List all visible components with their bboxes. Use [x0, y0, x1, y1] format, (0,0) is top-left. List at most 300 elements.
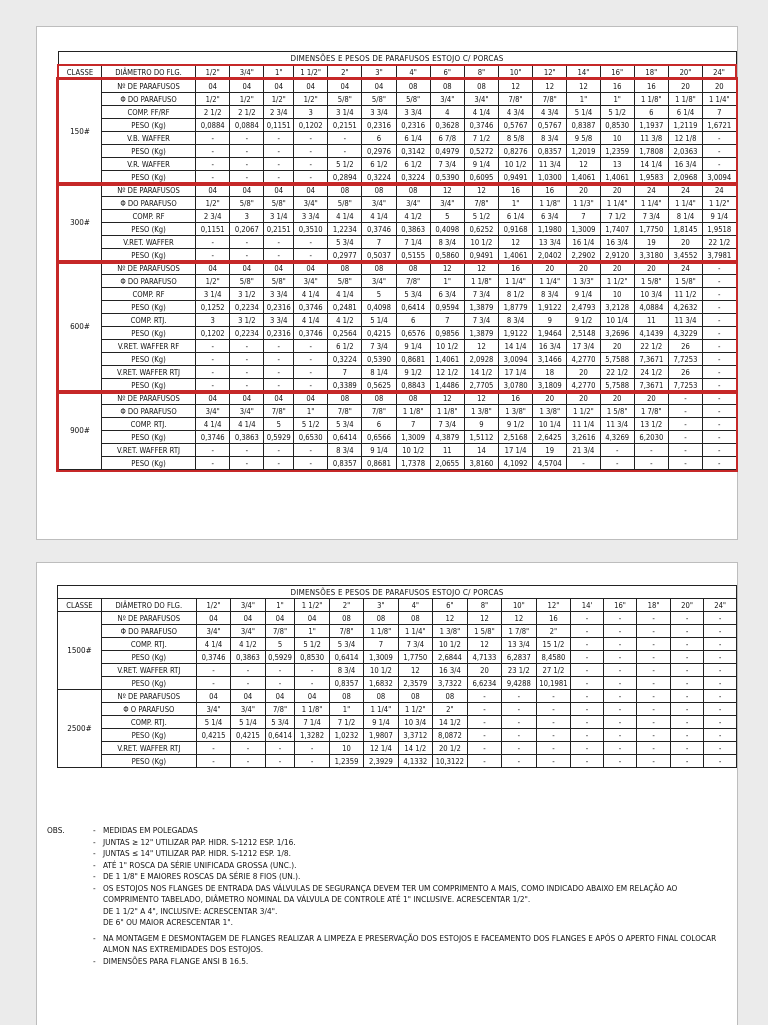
table-row [58, 716, 737, 729]
table-cell: 04 [294, 79, 328, 93]
header-size: 4" [396, 65, 430, 79]
table-cell: 7 1/4 [396, 236, 430, 249]
table-cell: 4 1/4 [362, 210, 396, 223]
table-cell: - [637, 755, 671, 768]
table-cell: 2,3929 [364, 755, 398, 768]
table-cell: - [536, 716, 571, 729]
obs-list [47, 825, 727, 967]
table-cell: 04 [295, 612, 329, 625]
table-cell: 08 [362, 184, 396, 197]
table-row [58, 262, 736, 275]
table-cell: - [703, 392, 736, 405]
table-cell: - [637, 612, 671, 625]
table-cell: 5,7588 [600, 353, 634, 366]
table-cell: 20 [668, 79, 702, 93]
table-cell: - [703, 340, 736, 353]
table-cell: 04 [230, 184, 264, 197]
table-cell: 9 1/4 [364, 716, 398, 729]
table-cell: 3,7981 [703, 249, 736, 262]
table-cell: - [294, 340, 328, 353]
table-cell: 22 1/2 [703, 236, 736, 249]
table-row [58, 379, 736, 392]
table-cell: - [536, 729, 571, 742]
table-cell: - [196, 755, 230, 768]
table-cell: 4,3879 [430, 431, 464, 444]
table-row [58, 314, 736, 327]
table-cell: 2,4793 [567, 301, 600, 314]
table-cell: 5 1/4 [567, 106, 600, 119]
table-cell: - [571, 664, 604, 677]
table-cell: - [603, 612, 637, 625]
table-cell: 4,3229 [668, 327, 702, 340]
row-label: COMP. RF [101, 210, 195, 223]
table-cell: 04 [196, 690, 230, 703]
table-cell: 12 [567, 79, 600, 93]
table-cell: 3 1/4 [328, 106, 362, 119]
table-cell: 1,8145 [668, 223, 702, 236]
table-cell: 1,7378 [396, 457, 430, 470]
table-cell: 16 1/4 [567, 236, 600, 249]
table-cell: 5/8" [230, 197, 264, 210]
table-cell: 08 [464, 79, 498, 93]
table-cell: 11 [634, 314, 668, 327]
table-cell: 10 1/2 [364, 664, 398, 677]
table-cell: 1 3/3" [567, 275, 600, 288]
table-cell: 0,5929 [264, 431, 294, 444]
table-cell: 16 [499, 184, 533, 197]
table-cell: 2 1/2 [230, 106, 264, 119]
table-cell: 10,3122 [433, 755, 468, 768]
table-cell: 14 1/2 [398, 742, 432, 755]
table-cell: 0,5272 [464, 145, 498, 158]
table-cell: 0,1202 [196, 327, 230, 340]
table-cell: 3/4" [464, 93, 498, 106]
table-cell: 0,8357 [533, 145, 567, 158]
table-row [58, 145, 736, 158]
table-cell: - [196, 340, 230, 353]
table-cell: - [571, 638, 604, 651]
header-size: 14" [567, 65, 600, 79]
header-size: 24" [703, 65, 736, 79]
header-flange-diameter: DIÂMETRO DO FLG. [101, 65, 195, 79]
table-cell: 12 [467, 638, 501, 651]
table-cell: - [670, 742, 704, 755]
table-cell: 0,3863 [396, 223, 430, 236]
table-cell: 3,2616 [567, 431, 600, 444]
table-cell: 3/4" [231, 625, 265, 638]
table-cell: 20 [533, 392, 567, 405]
table-row [58, 690, 737, 703]
table-cell: 10 [600, 132, 634, 145]
table-cell: - [668, 444, 702, 457]
table-cell: 0,1151 [264, 119, 294, 132]
table-cell: 08 [328, 262, 362, 275]
table-cell: 0,1252 [196, 301, 230, 314]
table-cell: 0,5767 [499, 119, 533, 132]
table-cell: - [704, 612, 737, 625]
table-cell: 0,3746 [294, 327, 328, 340]
table-cell: 4,3269 [600, 431, 634, 444]
table-cell: 8 3/4 [329, 664, 363, 677]
table-cell: 5/8" [264, 197, 294, 210]
table-cell: 08 [396, 392, 430, 405]
table-cell: 2,0655 [430, 457, 464, 470]
table-cell: - [231, 677, 265, 690]
table-cell: 9 1/2 [567, 314, 600, 327]
table-cell: 0,1202 [294, 119, 328, 132]
table-cell: 14 [464, 444, 498, 457]
table-cell: 21 3/4 [567, 444, 600, 457]
table-cell: - [703, 379, 736, 392]
table-cell: - [264, 444, 294, 457]
table-cell: 12 [533, 79, 567, 93]
row-label: V.RET. WAFFER RTJ [101, 742, 196, 755]
header-size: 10" [502, 599, 536, 612]
class-label: 900# [58, 392, 101, 470]
header-size: 1" [265, 599, 295, 612]
table-cell: 20 [600, 184, 634, 197]
table-cell: - [668, 418, 702, 431]
table-cell: 4 1/4 [464, 106, 498, 119]
table-cell: 1 1/2" [703, 197, 736, 210]
row-label: PESO (Kg) [101, 379, 195, 392]
table-cell: - [703, 301, 736, 314]
table-cell: 3/4" [430, 93, 464, 106]
table-cell: - [264, 132, 294, 145]
table-cell: 0,9594 [430, 301, 464, 314]
table-cell: - [670, 703, 704, 716]
table-cell: 11 3/4 [668, 314, 702, 327]
table-cell: 4,2770 [567, 379, 600, 392]
table-cell: 22 1/2 [600, 366, 634, 379]
table-cell: - [600, 444, 634, 457]
table-cell: 7 [430, 314, 464, 327]
table-cell: - [196, 366, 230, 379]
table-cell: 2,3579 [398, 677, 432, 690]
table-cell: - [230, 366, 264, 379]
table-cell: - [637, 677, 671, 690]
table-cell: - [294, 366, 328, 379]
table-cell: 5/8" [396, 93, 430, 106]
table-row [58, 677, 737, 690]
table-cell: 1" [567, 93, 600, 106]
table-title-row [58, 586, 737, 599]
table-cell: 1 1/2" [398, 703, 432, 716]
table-cell: 24 [703, 184, 736, 197]
row-label: Φ DO PARAFUSO [101, 275, 195, 288]
table-cell: 4,1439 [634, 327, 668, 340]
table-cell: 2,0928 [464, 353, 498, 366]
table-cell: 3 3/4 [264, 288, 294, 301]
class-label: 300# [58, 184, 101, 262]
table-cell: 1,7750 [398, 651, 432, 664]
table-cell: 12 1/4 [364, 742, 398, 755]
table-cell: 0,3224 [396, 171, 430, 184]
table-cell: 1,0300 [533, 171, 567, 184]
table-cell: 3 3/4 [294, 210, 328, 223]
table-cell: 2,6844 [433, 651, 468, 664]
table-cell: 7 3/4 [430, 418, 464, 431]
table-cell: 0,5860 [430, 249, 464, 262]
obs-item: - OS ESTOJOS NOS FLANGES DE ENTRADA DAS VÁLVULAS DE SEGURANÇA DEVEM TER UM COMPRIMENTO A MAIS, COMO INDICADO ABAIXO EM RELAÇÃO AO COMPRIMENTO TABELADO, DIÂMETRO NOMINAL DA VÁLVULA DE CONTROLE ATÉ 1" INCLUSIVE. ACRESCENTAR 1/2". [93, 883, 727, 906]
table-cell: 8 1/4 [362, 366, 396, 379]
table-cell: 6 7/8 [430, 132, 464, 145]
row-label: PESO (Kg) [101, 457, 195, 470]
table-cell: 04 [231, 690, 265, 703]
obs-item: - JUNTAS ≥ 12" UTILIZAR PAP. HIDR. S-1212 ESP. 1/16. [93, 837, 727, 849]
table-cell: 0,8530 [600, 119, 634, 132]
table-cell: - [230, 444, 264, 457]
table-cell: 2" [536, 625, 571, 638]
table-cell: - [603, 703, 637, 716]
table-cell: - [637, 690, 671, 703]
table-cell: 0,3746 [196, 431, 230, 444]
table-cell: - [704, 729, 737, 742]
table-cell: 3,0094 [499, 353, 533, 366]
table-cell: - [294, 171, 328, 184]
table-cell: 08 [362, 392, 396, 405]
table-cell: 08 [328, 392, 362, 405]
table-cell: 10 3/4 [398, 716, 432, 729]
table-cell: - [294, 444, 328, 457]
table-row [58, 158, 736, 171]
table-cell: 3,4552 [668, 249, 702, 262]
table-cell: 6 [362, 418, 396, 431]
table-cell: - [295, 742, 329, 755]
table-cell: 1,2359 [329, 755, 363, 768]
table-cell: 16 [499, 262, 533, 275]
table-cell: - [536, 742, 571, 755]
table-cell: 0,3863 [230, 431, 264, 444]
table-cell: 4 [430, 106, 464, 119]
table-cell: 1 1/8" [533, 197, 567, 210]
table-cell: 1 5/8" [467, 625, 501, 638]
table-cell: - [571, 612, 604, 625]
observations-block [47, 825, 727, 967]
table-cell: 1,7750 [634, 223, 668, 236]
table-cell: 0,9491 [499, 171, 533, 184]
table-cell: 2 3/4 [196, 210, 230, 223]
table-cell: 0,6414 [265, 729, 295, 742]
table-cell: - [571, 677, 604, 690]
table-cell: 2,5168 [499, 431, 533, 444]
row-label: COMP. RTJ. [101, 418, 195, 431]
table-cell: 08 [430, 79, 464, 93]
header-size: 6" [430, 65, 464, 79]
table-cell: 1/2" [230, 93, 264, 106]
table-cell: 0,6095 [464, 171, 498, 184]
table-cell: 1 1/4" [600, 197, 634, 210]
table-cell: 04 [264, 79, 294, 93]
table-cell: 6 1/2 [328, 340, 362, 353]
table-cell: 0,8843 [396, 379, 430, 392]
table-cell: - [196, 236, 230, 249]
table-cell: 8 3/4 [533, 132, 567, 145]
table-row [58, 249, 736, 262]
table-cell: 7 3/4 [362, 340, 396, 353]
table-cell: - [637, 651, 671, 664]
header-row [58, 599, 737, 612]
class-group [58, 79, 736, 184]
table-cell: 11 3/4 [600, 418, 634, 431]
table-cell: - [670, 651, 704, 664]
table-cell: 10 1/2 [396, 444, 430, 457]
table-cell: 7,7253 [668, 379, 702, 392]
table-cell: 0,4098 [362, 301, 396, 314]
table-cell: 20 [467, 664, 501, 677]
table-cell: - [670, 716, 704, 729]
row-label: COMP. RTJ. [101, 716, 196, 729]
table-cell: - [230, 353, 264, 366]
table-cell: 5 1/4 [362, 314, 396, 327]
row-label: PESO (Kg) [101, 729, 196, 742]
obs-item: DE 6" OU MAIOR ACRESCENTAR 1". [103, 917, 233, 927]
table-cell: 5/8" [264, 275, 294, 288]
table-cell: 5/8" [328, 93, 362, 106]
obs-item: - MEDIDAS EM POLEGADAS [93, 825, 727, 837]
row-label: Φ O PARAFUSO [101, 703, 196, 716]
table-cell: - [230, 236, 264, 249]
table-cell: - [571, 703, 604, 716]
table-row [58, 457, 736, 470]
table-cell: 2,2902 [567, 249, 600, 262]
table-cell: 7 1/2 [600, 210, 634, 223]
table-cell: 08 [329, 690, 363, 703]
table-cell: 5/8" [328, 275, 362, 288]
table-cell: 1,0232 [329, 729, 363, 742]
table-cell: 1,2119 [668, 119, 702, 132]
header-size: 14' [571, 599, 604, 612]
class-label: 1500# [58, 612, 102, 690]
table-cell: 24 [668, 184, 702, 197]
table-cell: - [634, 444, 668, 457]
table-cell: 3 [294, 106, 328, 119]
table-cell: 8 3/4 [533, 288, 567, 301]
table-cell: 5/8" [328, 197, 362, 210]
table-title-row [58, 52, 736, 66]
table-cell: - [571, 742, 604, 755]
table-cell: 04 [294, 262, 328, 275]
table-cell: - [668, 431, 702, 444]
table-cell: 14 1/2 [433, 716, 468, 729]
obs-item: - NA MONTAGEM E DESMONTAGEM DE FLANGES REALIZAR A LIMPEZA E PRESERVAÇÃO DOS ESTOJOS E FACEAMENTO DOS FLANGES E APÓS O APERTO FINAL COLOCAR ALMON NAS EXTREMIDADES DOS ESTOJOS. [93, 933, 727, 956]
table-row [58, 755, 737, 768]
table-cell: 5 [265, 638, 295, 651]
table-cell: 3 3/4 [396, 106, 430, 119]
table-cell: 12 [464, 262, 498, 275]
row-label: Nº DE PARAFUSOS [101, 392, 195, 405]
table-cell: - [502, 716, 536, 729]
table-cell: 2,5148 [567, 327, 600, 340]
table-cell: 3/4" [196, 703, 230, 716]
table-cell: 08 [328, 184, 362, 197]
table-cell: 3/4" [196, 405, 230, 418]
table-cell: 9 1/4 [362, 444, 396, 457]
row-label: V.RET. WAFFER RTJ [101, 444, 195, 457]
table-cell: 08 [396, 184, 430, 197]
table-row [58, 171, 736, 184]
table-cell: 7/8" [329, 625, 363, 638]
table-cell: 1 1/4" [703, 93, 736, 106]
header-size: 16" [603, 599, 637, 612]
row-label: V.RET. WAFFER RF [101, 340, 195, 353]
table-cell: - [637, 729, 671, 742]
table-row [58, 664, 737, 677]
table-cell: 04 [230, 392, 264, 405]
table-cell: 1 5/8" [668, 275, 702, 288]
header-size: 20" [668, 65, 702, 79]
table-cell: 13 3/4 [502, 638, 536, 651]
table-cell: - [294, 249, 328, 262]
table-cell: 0,8357 [328, 457, 362, 470]
table-cell: - [536, 755, 571, 768]
table-cell: 04 [294, 184, 328, 197]
header-size: 3" [364, 599, 398, 612]
table-cell: 12 [467, 612, 501, 625]
table-cell: 5 1/2 [328, 158, 362, 171]
row-label: PESO (Kg) [101, 353, 195, 366]
table-cell: 0,6414 [396, 301, 430, 314]
table-cell: - [637, 625, 671, 638]
table-cell: 12 [464, 340, 498, 353]
table-cell: - [230, 379, 264, 392]
bolt-table-classes-1500-2500 [57, 585, 737, 768]
table-cell: - [230, 340, 264, 353]
table-cell: 0,8357 [329, 677, 363, 690]
table-cell: 04 [230, 79, 264, 93]
table-cell: - [571, 625, 604, 638]
table-row [58, 210, 736, 223]
class-group [58, 392, 736, 470]
table-cell: 5 3/4 [329, 638, 363, 651]
table-cell: - [670, 638, 704, 651]
table-cell: - [703, 327, 736, 340]
table-cell: 10 [329, 742, 363, 755]
table-cell: 7/8" [464, 197, 498, 210]
table-cell: 12 [499, 79, 533, 93]
table-cell: - [603, 716, 637, 729]
obs-label: OBS. [47, 825, 65, 835]
table-cell: 08 [364, 690, 398, 703]
table-cell: 08 [396, 262, 430, 275]
table-cell: 0,3224 [362, 171, 396, 184]
table-cell: 10 1/4 [533, 418, 567, 431]
obs-item: - DIMENSÕES PARA FLANGE ANSI B 16.5. [93, 956, 727, 968]
row-label: PESO (Kg) [101, 755, 196, 768]
table-cell: 4 1/2 [328, 314, 362, 327]
table-cell: 24 [668, 262, 702, 275]
table-cell: 20 [567, 184, 600, 197]
row-label: V.B. WAFFER [101, 132, 195, 145]
table-cell: 12 [499, 236, 533, 249]
table-cell: 1 1/4" [668, 197, 702, 210]
table-cell: 7 [567, 210, 600, 223]
table-cell: - [230, 171, 264, 184]
row-label: PESO (Kg) [101, 677, 196, 690]
obs-item: DE 1 1/2" A 4", INCLUSIVE: ACRESCENTAR 3/4". [103, 905, 278, 916]
header-size: 10" [499, 65, 533, 79]
table-cell: - [703, 418, 736, 431]
table-cell: 16 [533, 184, 567, 197]
table-cell: 3 1/4 [264, 210, 294, 223]
table-cell: 1 1/2" [600, 275, 634, 288]
table-cell: 7 1/4 [295, 716, 329, 729]
table-cell: 7/8" [265, 703, 295, 716]
table-cell: - [196, 677, 230, 690]
table-cell: 22 1/2 [634, 340, 668, 353]
table-cell: 3/4" [362, 197, 396, 210]
table-cell: 1 1/8" [668, 93, 702, 106]
